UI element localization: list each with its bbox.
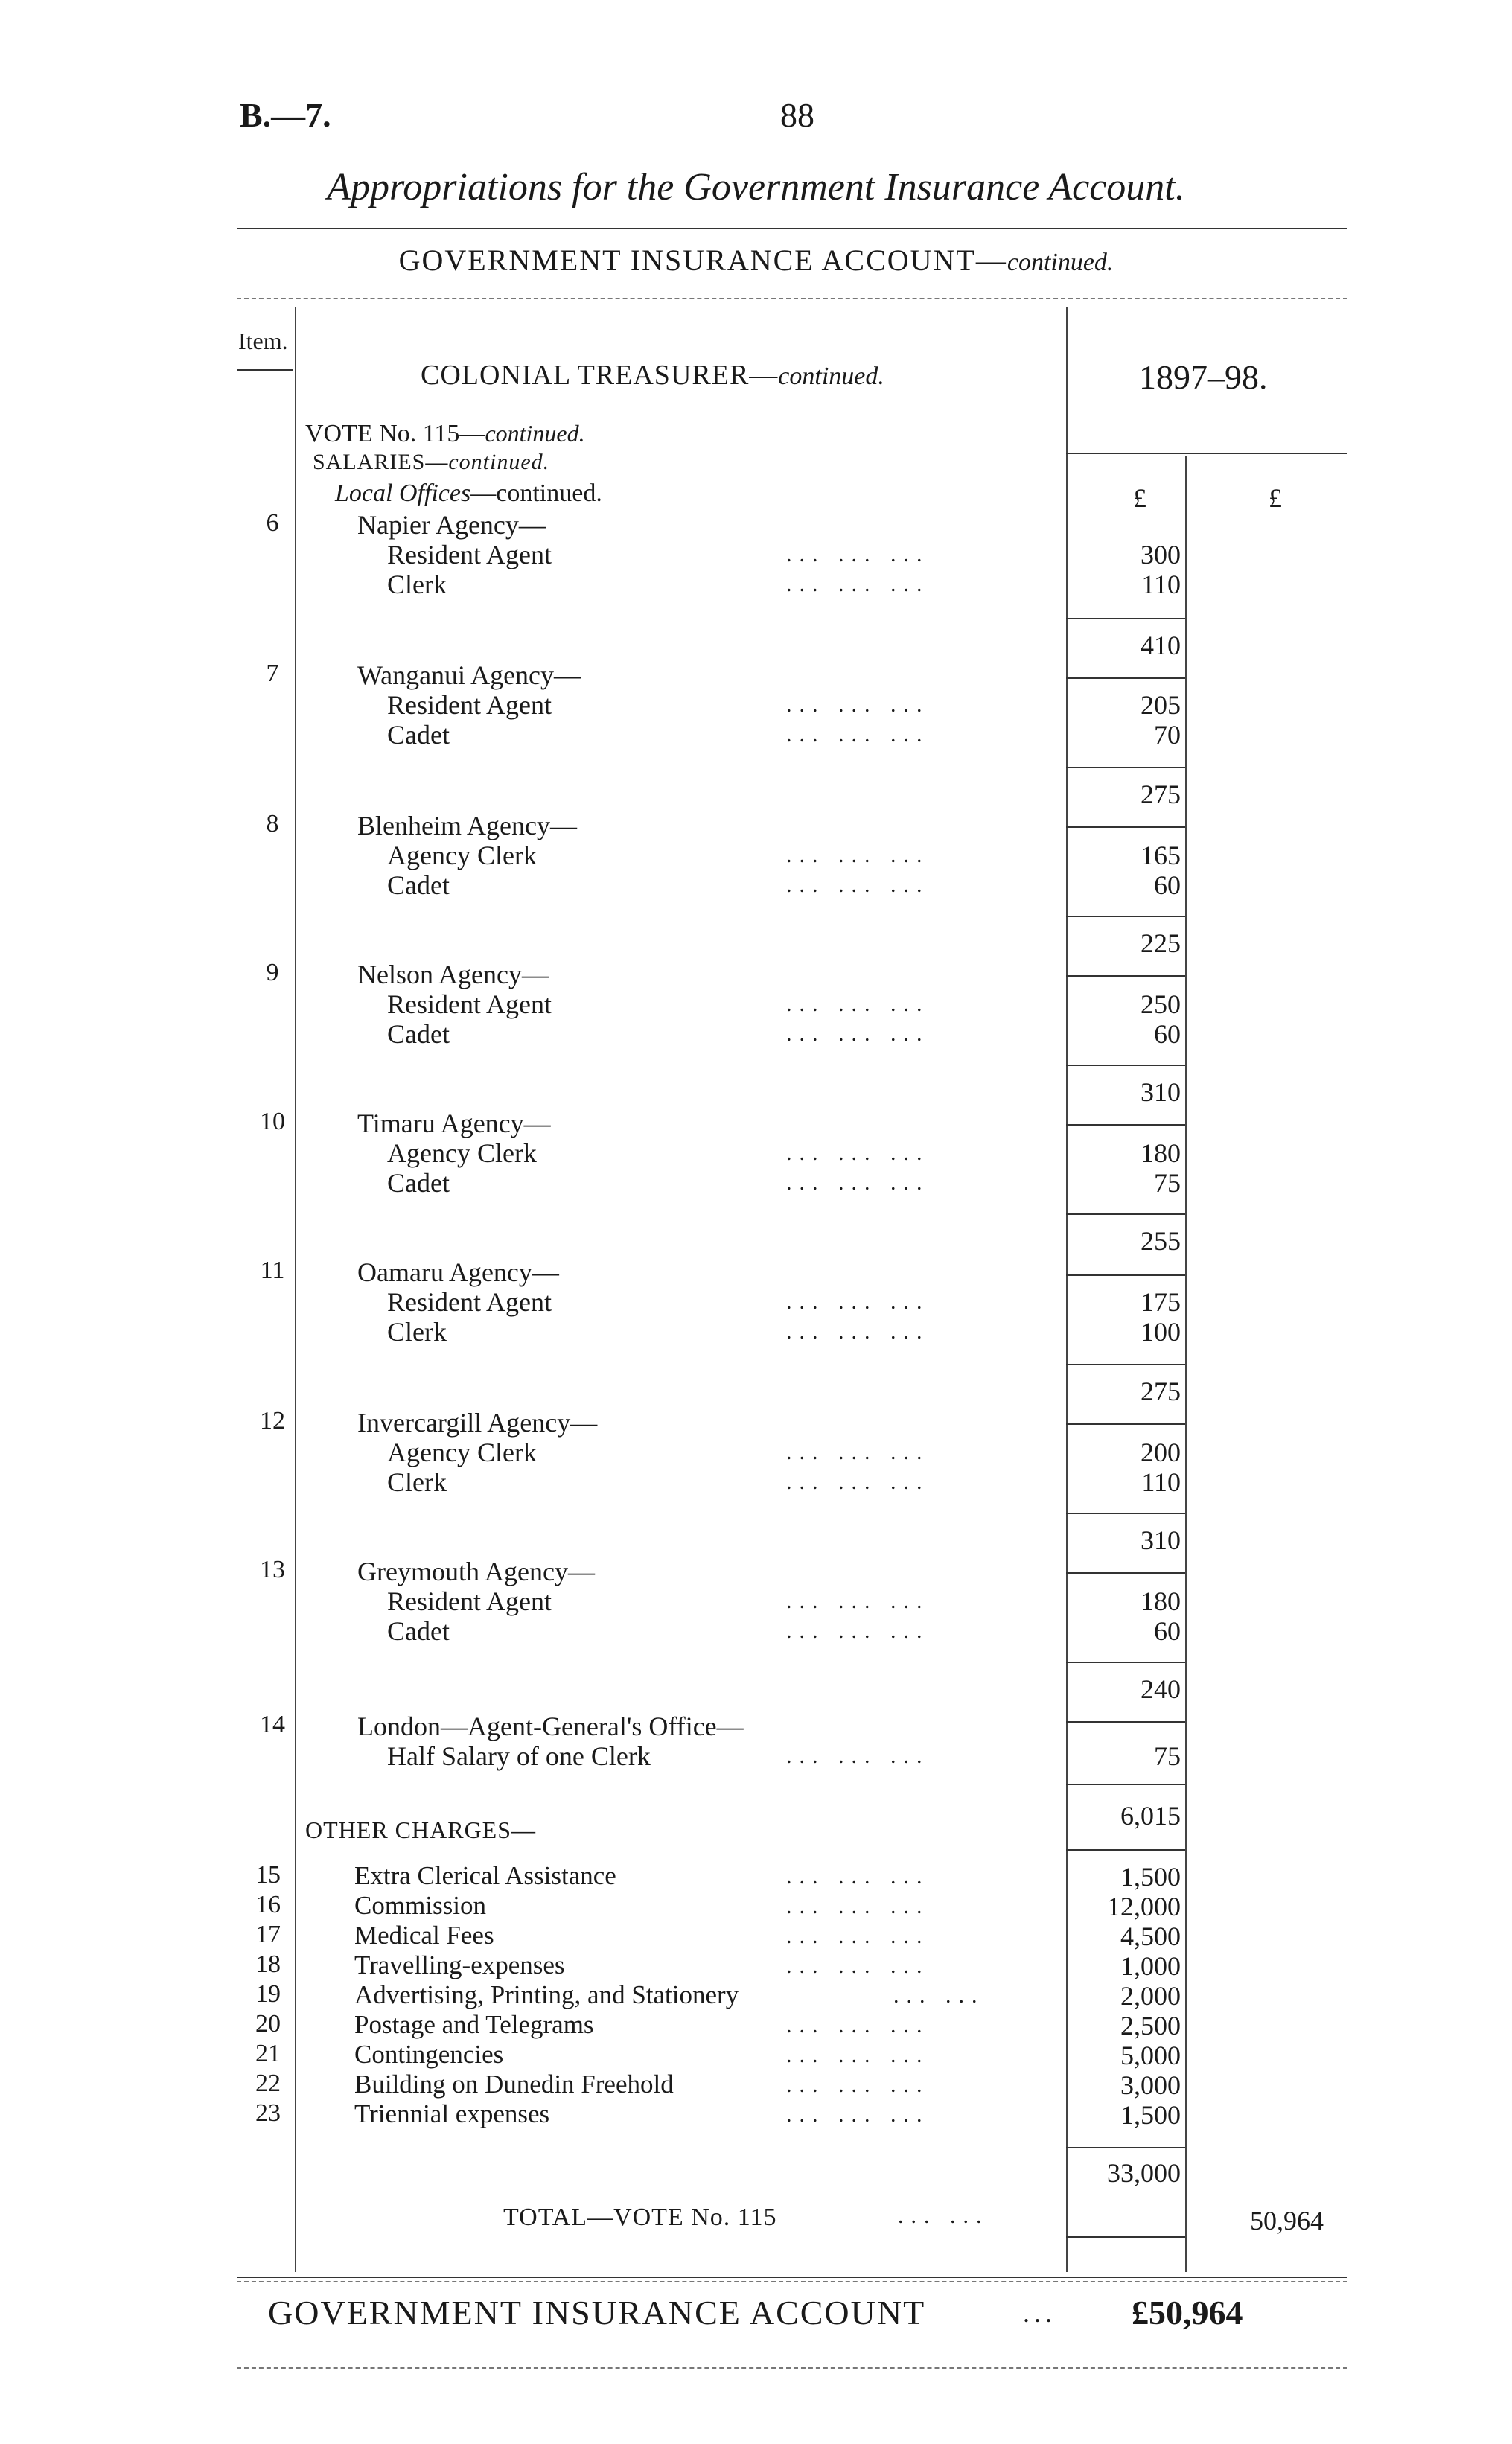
- leader-dots: ... ... ...: [786, 843, 930, 867]
- subtotal-rule: [1066, 1274, 1185, 1276]
- page-reference: B.—7.: [240, 96, 331, 134]
- header-rule: [237, 228, 1347, 229]
- amount: 75: [1154, 1741, 1181, 1771]
- agency-name: Blenheim Agency—: [357, 811, 577, 840]
- amount: 300: [1141, 540, 1181, 569]
- item-number: 21: [255, 2040, 281, 2067]
- amount: 60: [1154, 1616, 1181, 1646]
- leader-dots: ... ... ...: [786, 872, 930, 897]
- salaries-total: 6,015: [1120, 1801, 1181, 1831]
- subtotal-rule: [1066, 1721, 1185, 1723]
- total-vote-value: 50,964: [1250, 2206, 1324, 2236]
- subtotal-rule: [1066, 677, 1185, 679]
- pound-column-1: £: [1133, 483, 1146, 513]
- subtotal: 310: [1141, 1077, 1181, 1107]
- agency-role: Agency Clerk: [387, 840, 537, 870]
- leader-dots: ... ... ...: [786, 1440, 930, 1464]
- leader-dots: ... ... ...: [786, 1618, 930, 1643]
- agency-name: Greymouth Agency—: [357, 1557, 595, 1586]
- agency-role: Resident Agent: [387, 690, 552, 720]
- leader-dots: ... ... ...: [786, 2102, 930, 2127]
- amount: 12,000: [1107, 1892, 1181, 1921]
- subtotal-rule: [1066, 1849, 1185, 1851]
- agency-name: Timaru Agency—: [357, 1108, 551, 1138]
- item-number: 16: [255, 1891, 281, 1918]
- agency-role: Agency Clerk: [387, 1138, 537, 1168]
- leader-dots: ... ... ...: [786, 992, 930, 1016]
- charge-label: Building on Dunedin Freehold: [354, 2070, 674, 2099]
- subtotal: 255: [1141, 1226, 1181, 1256]
- item-number: 20: [255, 2010, 281, 2038]
- leader-dots: ... ... ...: [786, 1924, 930, 1948]
- agency-role: Clerk: [387, 569, 447, 599]
- item-column-line: [295, 307, 296, 2272]
- department-heading: COLONIAL TREASURER—continued.: [421, 360, 884, 391]
- amount: 250: [1141, 989, 1181, 1019]
- year-heading: 1897–98.: [1139, 358, 1268, 396]
- subtotal-rule: [1066, 1513, 1185, 1514]
- item-number: 19: [255, 1980, 281, 2008]
- amount: 180: [1141, 1586, 1181, 1616]
- amount: 175: [1141, 1287, 1181, 1317]
- footer-rule: [237, 2277, 1347, 2278]
- total-vote-label: TOTAL—VOTE No. 115: [503, 2204, 777, 2231]
- amount: 100: [1141, 1317, 1181, 1347]
- agency-name: Wanganui Agency—: [357, 660, 581, 690]
- agency-name: London—Agent-General's Office—: [357, 1711, 744, 1741]
- agency-role: Cadet: [387, 1019, 450, 1049]
- leader-dots: ... ... ...: [786, 692, 930, 717]
- item-number: 11: [260, 1257, 285, 1284]
- footer-leader-dots: ...: [1023, 2298, 1056, 2328]
- leader-dots: ... ...: [893, 1983, 985, 2008]
- amount: 1,500: [1120, 2100, 1181, 2130]
- leader-dots: ... ... ...: [786, 1170, 930, 1195]
- item-number: 8: [266, 810, 279, 837]
- item-heading-rule: [237, 369, 293, 371]
- pound-column-2: £: [1269, 483, 1282, 513]
- subtotal: 225: [1141, 928, 1181, 958]
- amount-column-right-line: [1185, 456, 1187, 2272]
- leader-dots: ... ... ...: [786, 1289, 930, 1314]
- footer-account-total: £50,964: [1132, 2294, 1243, 2332]
- table-top-rule: [237, 298, 1347, 299]
- leader-dots: ... ... ...: [786, 1021, 930, 1046]
- item-number: 15: [255, 1861, 281, 1889]
- amount: 60: [1154, 1019, 1181, 1049]
- item-number: 10: [260, 1108, 285, 1135]
- agency-role: Cadet: [387, 870, 450, 900]
- subtotal-rule: [1066, 1784, 1185, 1785]
- item-number: 22: [255, 2070, 281, 2097]
- leader-dots: ... ... ...: [786, 1140, 930, 1165]
- amount: 165: [1141, 840, 1181, 870]
- agency-role: Cadet: [387, 720, 450, 750]
- charge-label: Advertising, Printing, and Stationery: [354, 1980, 739, 2009]
- agency-role: Cadet: [387, 1616, 450, 1646]
- subtotal: 275: [1141, 1376, 1181, 1406]
- local-offices-heading: Local Offices—continued.: [335, 479, 602, 507]
- item-number: 14: [260, 1711, 285, 1738]
- amount: 200: [1141, 1438, 1181, 1467]
- agency-role: Resident Agent: [387, 1287, 552, 1317]
- agency-role: Half Salary of one Clerk: [387, 1741, 651, 1771]
- subtotal-rule: [1066, 1213, 1185, 1215]
- item-number: 9: [266, 959, 279, 986]
- item-number: 18: [255, 1950, 281, 1978]
- agency-name: Nelson Agency—: [357, 960, 549, 989]
- subtotal-rule: [1066, 1572, 1185, 1574]
- subtotal-rule: [1066, 826, 1185, 828]
- charge-label: Extra Clerical Assistance: [354, 1861, 616, 1890]
- leader-dots: ... ... ...: [786, 2043, 930, 2067]
- charge-label: Contingencies: [354, 2040, 504, 2069]
- leader-dots: ... ...: [898, 2204, 989, 2228]
- charge-label: Travelling-expenses: [354, 1950, 565, 1979]
- item-column-heading: Item.: [238, 328, 288, 354]
- other-charges-heading: OTHER CHARGES—: [305, 1816, 537, 1843]
- amount: 3,000: [1120, 2070, 1181, 2100]
- item-number: 7: [266, 660, 279, 687]
- leader-dots: ... ... ...: [786, 2073, 930, 2097]
- charge-label: Postage and Telegrams: [354, 2010, 594, 2039]
- subtotal-rule: [1066, 916, 1185, 917]
- subtotal-rule: [1066, 1662, 1185, 1663]
- item-number: 12: [260, 1407, 285, 1435]
- agency-name: Napier Agency—: [357, 510, 546, 540]
- leader-dots: ... ... ...: [786, 1894, 930, 1918]
- agency-role: Cadet: [387, 1168, 450, 1198]
- leader-dots: ... ... ...: [786, 1470, 930, 1494]
- account-title: GOVERNMENT INSURANCE ACCOUNT—continued.: [398, 243, 1114, 277]
- amount: 205: [1141, 690, 1181, 720]
- amount: 1,000: [1120, 1951, 1181, 1981]
- item-number: 6: [266, 509, 279, 537]
- amount: 110: [1141, 1467, 1181, 1497]
- subtotal-rule: [1066, 618, 1185, 619]
- subtotal-rule: [1066, 2147, 1185, 2148]
- item-number: 23: [255, 2099, 281, 2127]
- page-number: 88: [780, 96, 814, 134]
- agency-role: Clerk: [387, 1467, 447, 1497]
- amount: 70: [1154, 720, 1181, 750]
- footer-account-label: GOVERNMENT INSURANCE ACCOUNT: [268, 2294, 926, 2332]
- total-rule: [1066, 2236, 1185, 2238]
- subtotal-rule: [1066, 1124, 1185, 1126]
- leader-dots: ... ... ...: [786, 1319, 930, 1344]
- agency-name: Invercargill Agency—: [357, 1408, 598, 1438]
- amount: 2,000: [1120, 1981, 1181, 2011]
- charge-label: Commission: [354, 1891, 486, 1920]
- leader-dots: ... ... ...: [786, 1589, 930, 1613]
- subtotal: 240: [1141, 1674, 1181, 1704]
- subtotal: 310: [1141, 1525, 1181, 1555]
- amount-column-left-line: [1066, 307, 1068, 2272]
- other-charges-total: 33,000: [1107, 2158, 1181, 2188]
- agency-role: Resident Agent: [387, 1586, 552, 1616]
- agency-role: Resident Agent: [387, 540, 552, 569]
- item-number: 17: [255, 1921, 281, 1948]
- charge-label: Triennial expenses: [354, 2099, 550, 2128]
- amount: 60: [1154, 870, 1181, 900]
- subtotal-rule: [1066, 767, 1185, 768]
- year-rule: [1066, 453, 1347, 454]
- leader-dots: ... ... ...: [786, 542, 930, 567]
- amount: 180: [1141, 1138, 1181, 1168]
- subtotal: 275: [1141, 779, 1181, 809]
- subtotal-rule: [1066, 975, 1185, 977]
- appropriations-title: Appropriations for the Government Insurance Account.: [327, 166, 1185, 208]
- agency-role: Clerk: [387, 1317, 447, 1347]
- agency-role: Agency Clerk: [387, 1438, 537, 1467]
- subtotal-rule: [1066, 1423, 1185, 1425]
- agency-role: Resident Agent: [387, 989, 552, 1019]
- amount: 2,500: [1120, 2011, 1181, 2041]
- amount: 4,500: [1120, 1921, 1181, 1951]
- subtotal: 410: [1141, 631, 1181, 660]
- leader-dots: ... ... ...: [786, 2013, 930, 2038]
- vote-heading: VOTE No. 115—continued.: [305, 420, 585, 447]
- amount: 75: [1154, 1168, 1181, 1198]
- amount: 5,000: [1120, 2041, 1181, 2070]
- subtotal-rule: [1066, 1065, 1185, 1066]
- charge-label: Medical Fees: [354, 1921, 494, 1950]
- salaries-heading: SALARIES—continued.: [313, 450, 550, 474]
- leader-dots: ... ... ...: [786, 1864, 930, 1889]
- leader-dots: ... ... ...: [786, 572, 930, 596]
- item-number: 13: [260, 1556, 285, 1583]
- leader-dots: ... ... ...: [786, 722, 930, 747]
- amount: 110: [1141, 569, 1181, 599]
- leader-dots: ... ... ...: [786, 1953, 930, 1978]
- agency-name: Oamaru Agency—: [357, 1257, 559, 1287]
- bottom-rule: [237, 2367, 1347, 2369]
- footer-rule-dashed: [237, 2281, 1347, 2282]
- amount: 1,500: [1120, 1862, 1181, 1892]
- leader-dots: ... ... ...: [786, 1743, 930, 1768]
- subtotal-rule: [1066, 1364, 1185, 1365]
